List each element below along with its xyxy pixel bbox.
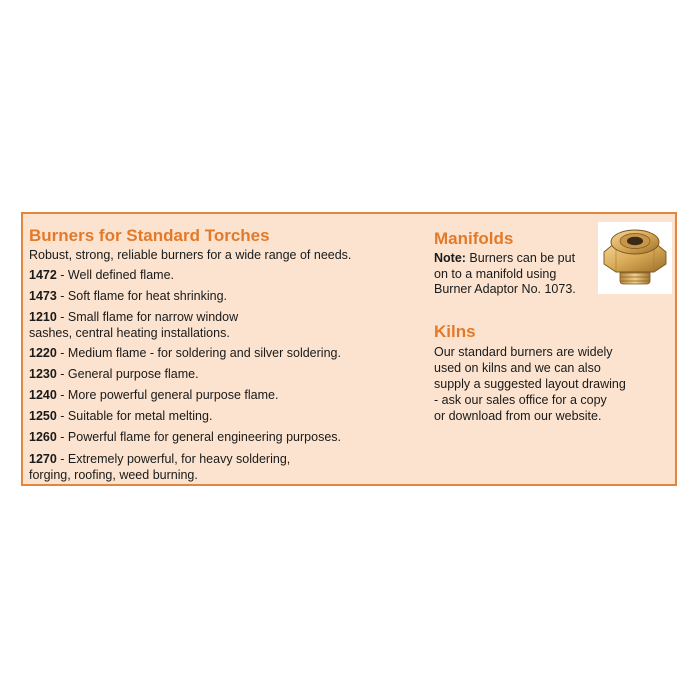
note-line-1: Burners can be put — [465, 251, 576, 265]
brass-nut-icon — [598, 222, 672, 294]
list-item — [29, 388, 278, 404]
burner-code: 1240 — [29, 388, 57, 402]
kilns-line: supply a suggested layout drawing — [434, 377, 626, 391]
burner-code: 1260 — [29, 430, 57, 444]
kilns-line: or download from our website. — [434, 409, 602, 423]
kilns-heading: Kilns — [434, 322, 476, 341]
burners-heading: Burners for Standard Torches — [29, 226, 270, 245]
list-item — [29, 452, 290, 483]
manifolds-heading: Manifolds — [434, 229, 514, 248]
burner-adaptor-image — [598, 222, 672, 294]
list-item — [29, 346, 341, 362]
burner-desc: - Well defined flame. — [56, 268, 174, 282]
burner-desc: - Suitable for metal melting. — [56, 409, 213, 423]
burner-desc: - Extremely powerful, for heavy soldering, — [56, 452, 291, 466]
list-item — [29, 367, 199, 383]
note-line-2: on to a manifold using — [434, 266, 557, 281]
list-item — [29, 310, 238, 341]
burner-code: 1210 — [29, 310, 57, 324]
burner-desc: - More powerful general purpose flame. — [56, 388, 279, 402]
list-item — [29, 430, 341, 446]
burner-desc-cont: forging, roofing, weed burning. — [29, 467, 198, 482]
list-item — [29, 268, 174, 284]
burner-code: 1250 — [29, 409, 57, 423]
burner-desc-cont: sashes, central heating installations. — [29, 325, 230, 340]
burner-code: 1270 — [29, 452, 57, 466]
kilns-line: Our standard burners are widely — [434, 345, 613, 359]
burners-intro: Robust, strong, reliable burners for a wide range of needs. — [29, 248, 352, 262]
burner-desc: - Soft flame for heat shrinking. — [56, 289, 228, 303]
burner-code: 1230 — [29, 367, 57, 381]
burner-code: 1473 — [29, 289, 57, 303]
note-label: Note: — [434, 251, 466, 265]
list-item — [29, 289, 227, 305]
note-line-3: Burner Adaptor No. 1073. — [434, 282, 576, 296]
manifolds-note — [434, 251, 576, 298]
kilns-text — [434, 344, 626, 424]
kilns-line: - ask our sales office for a copy — [434, 393, 607, 407]
burner-desc: - General purpose flame. — [56, 367, 199, 381]
product-info-panel — [21, 212, 677, 486]
kilns-line: used on kilns and we can also — [434, 361, 601, 375]
burner-desc: - Medium flame - for soldering and silver soldering. — [56, 346, 341, 360]
list-item — [29, 409, 212, 425]
burner-code: 1220 — [29, 346, 57, 360]
burner-desc: - Powerful flame for general engineering purposes. — [56, 430, 341, 444]
burner-code: 1472 — [29, 268, 57, 282]
burner-desc: - Small flame for narrow window — [56, 310, 239, 324]
